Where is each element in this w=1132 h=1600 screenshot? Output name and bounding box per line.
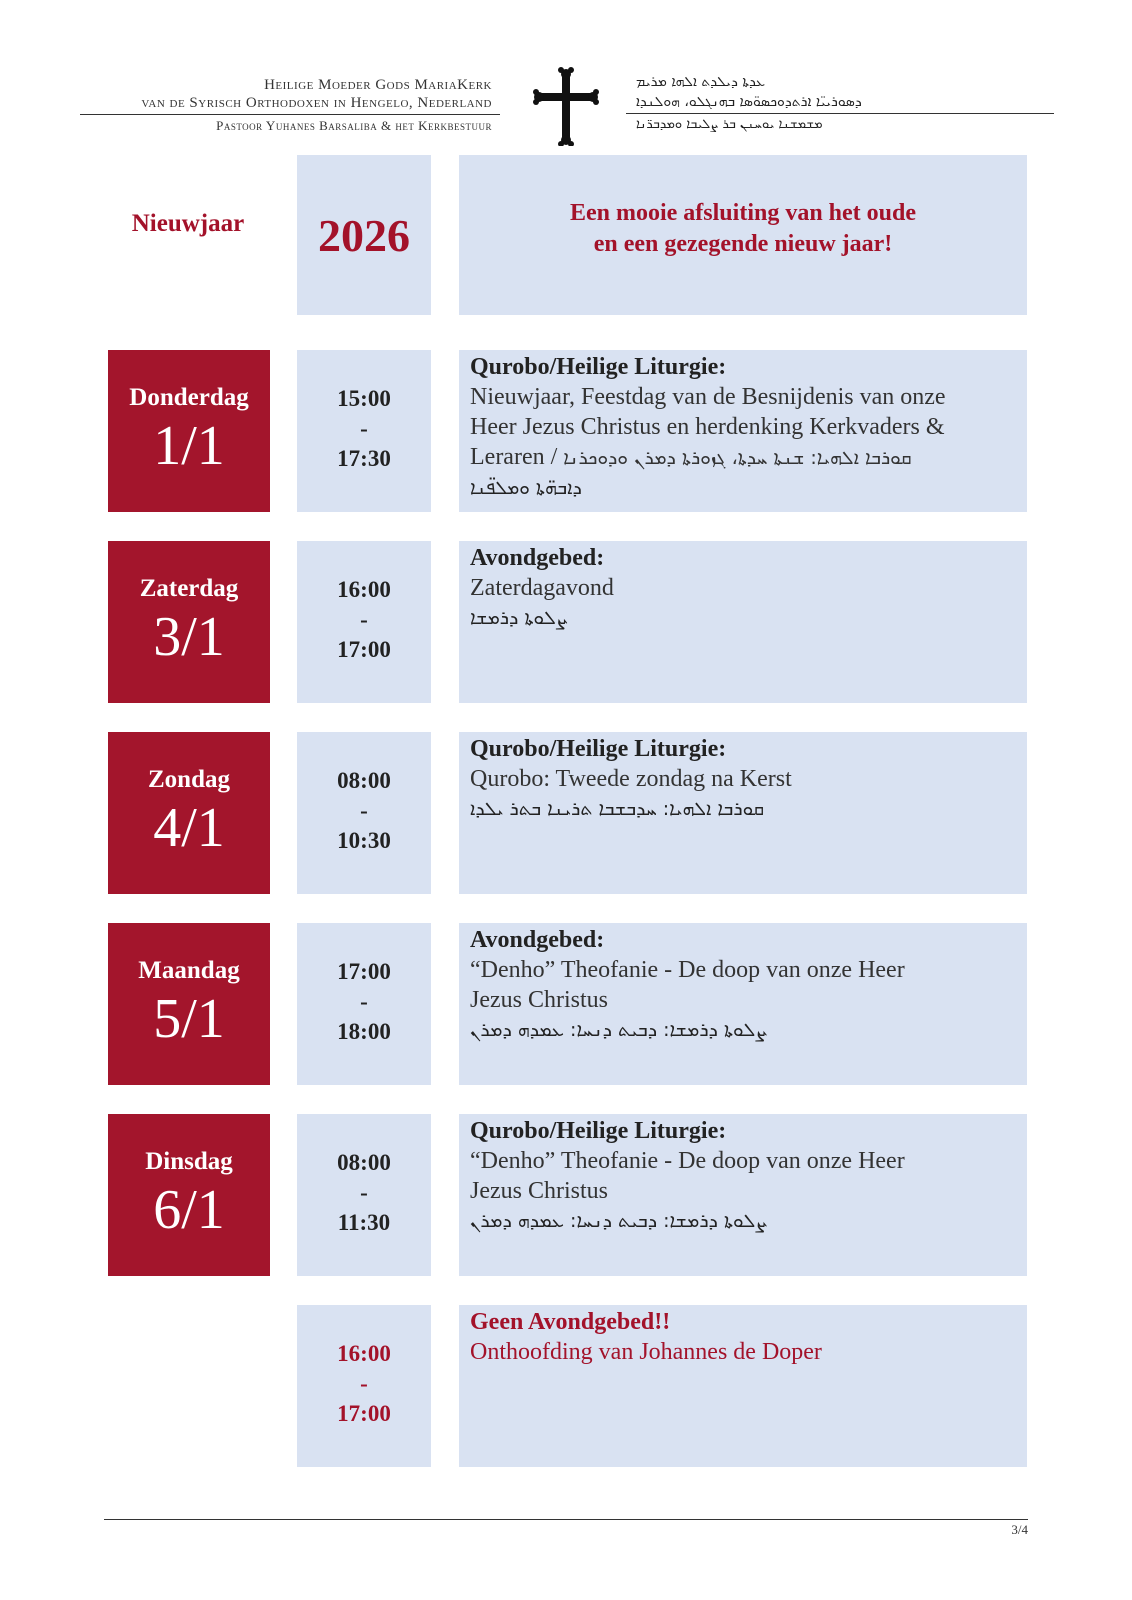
header-divider (80, 114, 500, 115)
day-box (108, 1114, 270, 1276)
day-name: Maandag (138, 957, 240, 984)
greeting-line-2: en een gezegende nieuw jaar! (593, 231, 893, 257)
service-title: Qurobo/Heilige Liturgie: (470, 354, 727, 380)
day-name: Zondag (148, 766, 230, 793)
header-left (80, 76, 500, 133)
time-start: 15:00 (337, 386, 391, 411)
time-end: 18:00 (337, 1019, 391, 1044)
day-name: Zaterdag (139, 575, 239, 602)
time-end: 17:30 (337, 446, 391, 471)
service-text-with-syriac (470, 442, 1017, 473)
day-box (108, 350, 270, 512)
day-box (108, 923, 270, 1085)
service-text: Jezus Christus (470, 987, 608, 1013)
intro-label: Nieuwjaar (131, 210, 245, 237)
service-title: Qurobo/Heilige Liturgie: (470, 1118, 727, 1144)
service-title: Geen Avondgebed!! (470, 1309, 671, 1335)
service-title: Avondgebed: (470, 927, 605, 953)
time-box (297, 923, 431, 1085)
time-end: 10:30 (337, 828, 391, 853)
day-box (108, 541, 270, 703)
pastor-line: Pastoor Yuhanes Barsaliba & het Kerkbestuur (216, 118, 492, 133)
service-syriac: ܕܐܒܗ̈ܬܐ ܘܡܠܦ̈ܢܐ (470, 477, 582, 499)
service-syriac: ܩܘܪܒܐ ܐܠܗܝܐ: ܚܕܒܫܒܐ ܬܪܝܢܐ ܒܬܪ ܝܠܕܐ (470, 798, 765, 820)
time-box (297, 1114, 431, 1276)
day-date: 4/1 (153, 797, 225, 859)
time-box (297, 541, 431, 703)
service-text: Leraren / (470, 444, 558, 470)
time-separator: - (360, 1371, 368, 1396)
service-text: “Denho” Theofanie - De doop van onze Heer (470, 957, 905, 983)
time-separator: - (360, 989, 368, 1014)
schedule-row (0, 350, 1132, 512)
church-subtitle-syriac: ܕܣܘܪܝܝ̈ܐ ܐܪܬܕܘܟܣܘ̈ܣܐ ܒܗܢܓܠܘ، ܗܘܠܢܕܐ (636, 94, 862, 110)
service-title: Avondgebed: (470, 545, 605, 571)
schedule-row (0, 732, 1132, 894)
time-start: 08:00 (337, 768, 391, 793)
day-date: 6/1 (153, 1179, 225, 1241)
service-description (459, 350, 1027, 512)
day-name: Dinsdag (145, 1148, 233, 1175)
time-separator: - (360, 416, 368, 441)
service-syriac: ܩܘܪܒܐ ܐܠܗܝܐ: ܫܢܬܐ ܚܕܬܐ، ܓܙܘܪܬܐ ܕܡܪܢ ܘܕܘܟܪܢܐ (563, 447, 912, 469)
service-description (459, 541, 1027, 703)
time-box (297, 732, 431, 894)
church-name-syriac: ܥܕܬܐ ܕܝܠܕܬ ܐܠܗܐ ܡܪܝܡ (636, 74, 766, 90)
service-text: “Denho” Theofanie - De doop van onze Heer (470, 1148, 905, 1174)
service-text: Heer Jezus Christus en herdenking Kerkvaders & (470, 414, 945, 440)
day-date: 3/1 (153, 606, 225, 668)
schedule-row (0, 1114, 1132, 1276)
schedule-row (0, 923, 1132, 1085)
schedule-row (0, 1305, 1132, 1467)
greeting-box (459, 155, 1027, 315)
day-date: 5/1 (153, 988, 225, 1050)
day-date: 1/1 (153, 415, 225, 477)
time-end: 17:00 (337, 1401, 391, 1426)
time-start: 16:00 (337, 1341, 391, 1366)
pastor-line-syriac: ܡܫܡܫܢܐ ܝܘܚܢܢ ܒܪ ܨܠܝܒܐ ܘܡܕܒܪ̈ܢܐ (636, 117, 823, 132)
service-title: Qurobo/Heilige Liturgie: (470, 736, 727, 762)
church-name: Heilige Moeder Gods MariaKerk (264, 77, 492, 93)
service-syriac: ܨܠܘܬܐ ܕܪܡܫܐ: ܕܒܝܬ ܕܢܚܐ: ܥܡܕܗ ܕܡܪܢ (470, 1210, 768, 1232)
service-description (459, 1114, 1027, 1276)
time-start: 08:00 (337, 1150, 391, 1175)
time-separator: - (360, 607, 368, 632)
service-text: Onthoofding van Johannes de Doper (470, 1339, 822, 1365)
time-end: 17:00 (337, 637, 391, 662)
service-description (459, 1305, 1027, 1467)
service-text: Nieuwjaar, Feestdag van de Besnijdenis van onze (470, 384, 946, 410)
service-syriac: ܨܠܘܬܐ ܕܪܡܫܐ: ܕܒܝܬ ܕܢܚܐ: ܥܡܕܗ ܕܡܪܢ (470, 1019, 768, 1041)
time-end: 11:30 (337, 1210, 391, 1235)
time-separator: - (360, 1180, 368, 1205)
service-description (459, 732, 1027, 894)
day-name: Donderdag (129, 384, 249, 411)
syriac-cross-icon (533, 66, 599, 146)
footer-divider (104, 1519, 1028, 1520)
time-box (297, 350, 431, 512)
time-start: 16:00 (337, 577, 391, 602)
header-right (626, 72, 1054, 133)
year-text: 2026 (318, 209, 410, 261)
service-text: Jezus Christus (470, 1178, 608, 1204)
time-start: 17:00 (337, 959, 391, 984)
church-subtitle: van de Syrisch Orthodoxen in Hengelo, Nederland (141, 95, 492, 111)
service-description (459, 923, 1027, 1085)
year-box (297, 155, 431, 315)
greeting-line-1: Een mooie afsluiting van het oude (569, 200, 917, 226)
service-syriac: ܨܠܘܬܐ ܕܪܡܫܐ (470, 607, 568, 629)
time-separator: - (360, 798, 368, 823)
schedule-row (0, 541, 1132, 703)
day-box (108, 732, 270, 894)
service-text: Zaterdagavond (470, 575, 614, 601)
page-number: 3/4 (1011, 1522, 1028, 1537)
service-text: Qurobo: Tweede zondag na Kerst (470, 766, 792, 792)
header-divider-right (626, 113, 1054, 114)
time-box (297, 1305, 431, 1467)
